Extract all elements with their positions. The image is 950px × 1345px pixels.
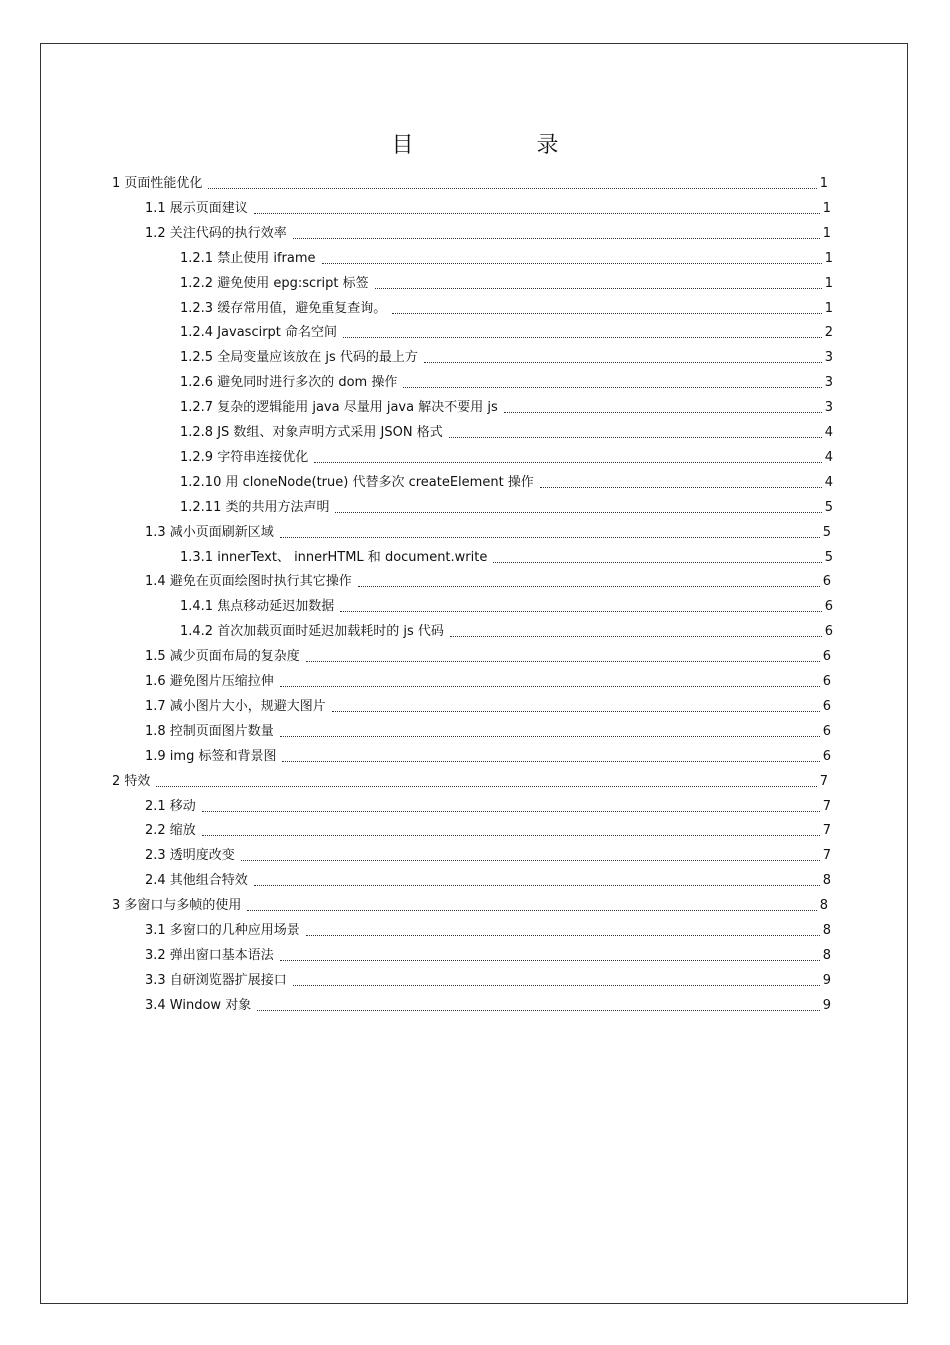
toc-entry[interactable] — [180, 593, 833, 615]
toc-entry-page-number: 9 — [822, 972, 831, 988]
toc-entry-page-number: 2 — [824, 325, 833, 341]
dot-leader — [280, 686, 820, 687]
dot-leader — [306, 661, 820, 662]
toc-entry-label: 2.4 其他组合特效 — [145, 873, 248, 889]
toc-entry[interactable] — [180, 319, 833, 341]
toc-entry-label: 2.3 透明度改变 — [145, 848, 235, 864]
toc-entry[interactable] — [145, 568, 831, 590]
dot-leader — [254, 885, 820, 886]
dot-leader — [375, 288, 822, 289]
toc-entry-label: 1.9 img 标签和背景图 — [145, 748, 277, 764]
toc-entry[interactable] — [145, 842, 831, 864]
dot-leader — [335, 512, 821, 513]
toc-entry-label: 1.2.2 避免使用 epg:script 标签 — [180, 275, 369, 291]
toc-entry-page-number: 6 — [822, 574, 831, 590]
toc-entry[interactable] — [112, 768, 828, 790]
toc-entry-label: 1.1 展示页面建议 — [145, 200, 248, 216]
toc-entry-label: 3.3 自研浏览器扩展接口 — [145, 972, 287, 988]
toc-entry-label: 1.8 控制页面图片数量 — [145, 723, 274, 739]
toc-entry-page-number: 3 — [824, 350, 833, 366]
toc-entry-page-number: 6 — [822, 748, 831, 764]
dot-leader — [504, 412, 822, 413]
toc-entry-label: 3 多窗口与多帧的使用 — [112, 898, 242, 914]
dot-leader — [449, 437, 822, 438]
toc-entry-page-number: 5 — [822, 524, 831, 540]
toc-entry-label: 1.2.6 避免同时进行多次的 dom 操作 — [180, 375, 398, 391]
toc-entry[interactable] — [145, 967, 831, 989]
dot-leader — [343, 337, 822, 338]
toc-entry[interactable] — [145, 992, 831, 1014]
toc-entry[interactable] — [145, 668, 831, 690]
toc-entry[interactable] — [180, 419, 833, 441]
toc-entry-page-number: 6 — [822, 649, 831, 665]
dot-leader — [293, 985, 820, 986]
toc-entry-page-number: 6 — [824, 624, 833, 640]
toc-entry-page-number: 5 — [824, 499, 833, 515]
toc-entry-page-number: 1 — [822, 200, 831, 216]
toc-entry-label: 1.2.5 全局变量应该放在 js 代码的最上方 — [180, 350, 418, 366]
toc-entry-label: 1.3.1 innerText、 innerHTML 和 document.write — [180, 549, 488, 565]
toc-entry-label: 1.4.1 焦点移动延迟加数据 — [180, 599, 335, 615]
toc-entry-page-number: 3 — [824, 375, 833, 391]
dot-leader — [403, 387, 821, 388]
dot-leader — [257, 1010, 820, 1011]
toc-entry-page-number: 6 — [822, 674, 831, 689]
dot-leader — [282, 761, 819, 762]
dot-leader — [280, 960, 820, 961]
dot-leader — [340, 611, 822, 612]
toc-entry-label: 1.2.9 字符串连接优化 — [180, 449, 309, 465]
toc-entry-page-number: 8 — [819, 898, 828, 914]
toc-entry-page-number: 7 — [819, 773, 828, 789]
toc-entry-label: 3.2 弹出窗口基本语法 — [145, 947, 274, 963]
toc-entry[interactable] — [180, 469, 833, 491]
dot-leader — [540, 487, 822, 488]
toc-entry[interactable] — [145, 867, 831, 889]
toc-entry-label: 2.2 缩放 — [145, 823, 196, 839]
toc-entry-page-number: 6 — [822, 723, 831, 739]
toc-entry[interactable] — [180, 270, 833, 292]
toc-entry[interactable] — [112, 170, 828, 192]
toc-entry-page-number: 5 — [824, 549, 833, 565]
toc-entry[interactable] — [180, 245, 833, 267]
toc-entry-label: 1.2.7 复杂的逻辑能用 java 尽量用 java 解决不要用 js — [180, 400, 498, 416]
toc-entry[interactable] — [145, 793, 831, 815]
dot-leader — [358, 586, 820, 587]
toc-entry-label: 1.2.4 Javascirpt 命名空间 — [180, 325, 338, 341]
dot-leader — [247, 910, 816, 911]
dot-leader — [293, 238, 820, 239]
toc-entry[interactable] — [145, 693, 831, 715]
toc-entry-page-number: 6 — [822, 698, 831, 714]
toc-entry[interactable] — [145, 917, 831, 939]
dot-leader — [450, 636, 822, 637]
toc-entry-label: 1.6 避免图片压缩拉伸 — [145, 674, 274, 689]
toc-entry-label: 1.2.10 用 cloneNode(true) 代替多次 createElement 操作 — [180, 474, 534, 490]
dot-leader — [392, 313, 822, 314]
toc-entry[interactable] — [145, 519, 831, 541]
toc-entry-label: 1.5 减少页面布局的复杂度 — [145, 649, 300, 665]
toc-entry[interactable] — [145, 643, 831, 665]
dot-leader — [332, 711, 820, 712]
toc-entry[interactable] — [145, 718, 831, 740]
toc-entry[interactable] — [180, 494, 833, 516]
dot-leader — [306, 935, 820, 936]
toc-entry-page-number: 1 — [824, 250, 833, 266]
toc-entry-label: 3.4 Window 对象 — [145, 997, 252, 1013]
dot-leader — [241, 860, 820, 861]
dot-leader — [493, 562, 821, 563]
dot-leader — [202, 811, 820, 812]
dot-leader — [322, 263, 822, 264]
toc-entry-page-number: 6 — [824, 599, 833, 615]
toc-entry[interactable] — [180, 444, 833, 466]
dot-leader — [208, 188, 816, 189]
toc-entry[interactable] — [180, 618, 833, 640]
toc-entry[interactable] — [180, 369, 833, 391]
toc-entry-page-number: 7 — [822, 798, 831, 814]
toc-entry-label: 2.1 移动 — [145, 798, 196, 814]
toc-entry-page-number: 1 — [819, 176, 828, 191]
toc-entry[interactable] — [180, 544, 833, 566]
toc-entry[interactable] — [180, 344, 833, 366]
toc-entry[interactable] — [145, 942, 831, 964]
dot-leader — [254, 213, 820, 214]
toc-entry-page-number: 1 — [824, 275, 833, 291]
toc-entry-label: 1.4 避免在页面绘图时执行其它操作 — [145, 574, 352, 590]
toc-entry-page-number: 8 — [822, 923, 831, 938]
toc-entry-page-number: 4 — [824, 425, 833, 440]
toc-entry-label: 1.2 关注代码的执行效率 — [145, 225, 287, 241]
toc-entry[interactable] — [145, 743, 831, 765]
toc-entry-page-number: 8 — [822, 873, 831, 889]
toc-entry[interactable] — [145, 220, 831, 242]
dot-leader — [202, 835, 820, 836]
toc-entry[interactable] — [180, 394, 833, 416]
toc-entry-page-number: 7 — [822, 848, 831, 864]
toc-entry-page-number: 4 — [824, 474, 833, 490]
toc-entry-page-number: 7 — [822, 823, 831, 839]
toc-entry-page-number: 1 — [822, 225, 831, 241]
toc-entry-label: 1.3 减小页面刷新区域 — [145, 524, 274, 540]
dot-leader — [156, 786, 816, 787]
toc-entry[interactable] — [145, 195, 831, 217]
dot-leader — [314, 462, 822, 463]
toc-entry[interactable] — [112, 892, 828, 914]
toc-entry-page-number: 1 — [824, 300, 833, 316]
toc-entry-label: 1.7 减小图片大小，规避大图片 — [145, 698, 326, 714]
dot-leader — [280, 736, 820, 737]
toc-entry-label: 1.4.2 首次加载页面时延迟加载耗时的 js 代码 — [180, 624, 444, 640]
toc-entry[interactable] — [145, 817, 831, 839]
toc-entry-page-number: 9 — [822, 997, 831, 1013]
toc-entry-label: 1.2.11 类的共用方法声明 — [180, 499, 330, 515]
toc-entry-label: 3.1 多窗口的几种应用场景 — [145, 923, 300, 938]
toc-entry-label: 2 特效 — [112, 773, 151, 789]
toc-entry-page-number: 8 — [822, 947, 831, 963]
toc-entry-page-number: 3 — [824, 400, 833, 416]
dot-leader — [280, 537, 820, 538]
toc-entry-label: 1.2.1 禁止使用 iframe — [180, 250, 316, 266]
toc-entry-page-number: 4 — [824, 449, 833, 465]
toc-entry-label: 1.2.8 JS 数组、对象声明方式采用 JSON 格式 — [180, 425, 443, 440]
toc-entry-label: 1.2.3 缓存常用值，避免重复查询。 — [180, 300, 387, 316]
dot-leader — [424, 362, 822, 363]
toc-entry-label: 1 页面性能优化 — [112, 176, 203, 191]
toc-title: 目 录 — [391, 133, 617, 158]
toc-entry[interactable] — [180, 295, 833, 317]
